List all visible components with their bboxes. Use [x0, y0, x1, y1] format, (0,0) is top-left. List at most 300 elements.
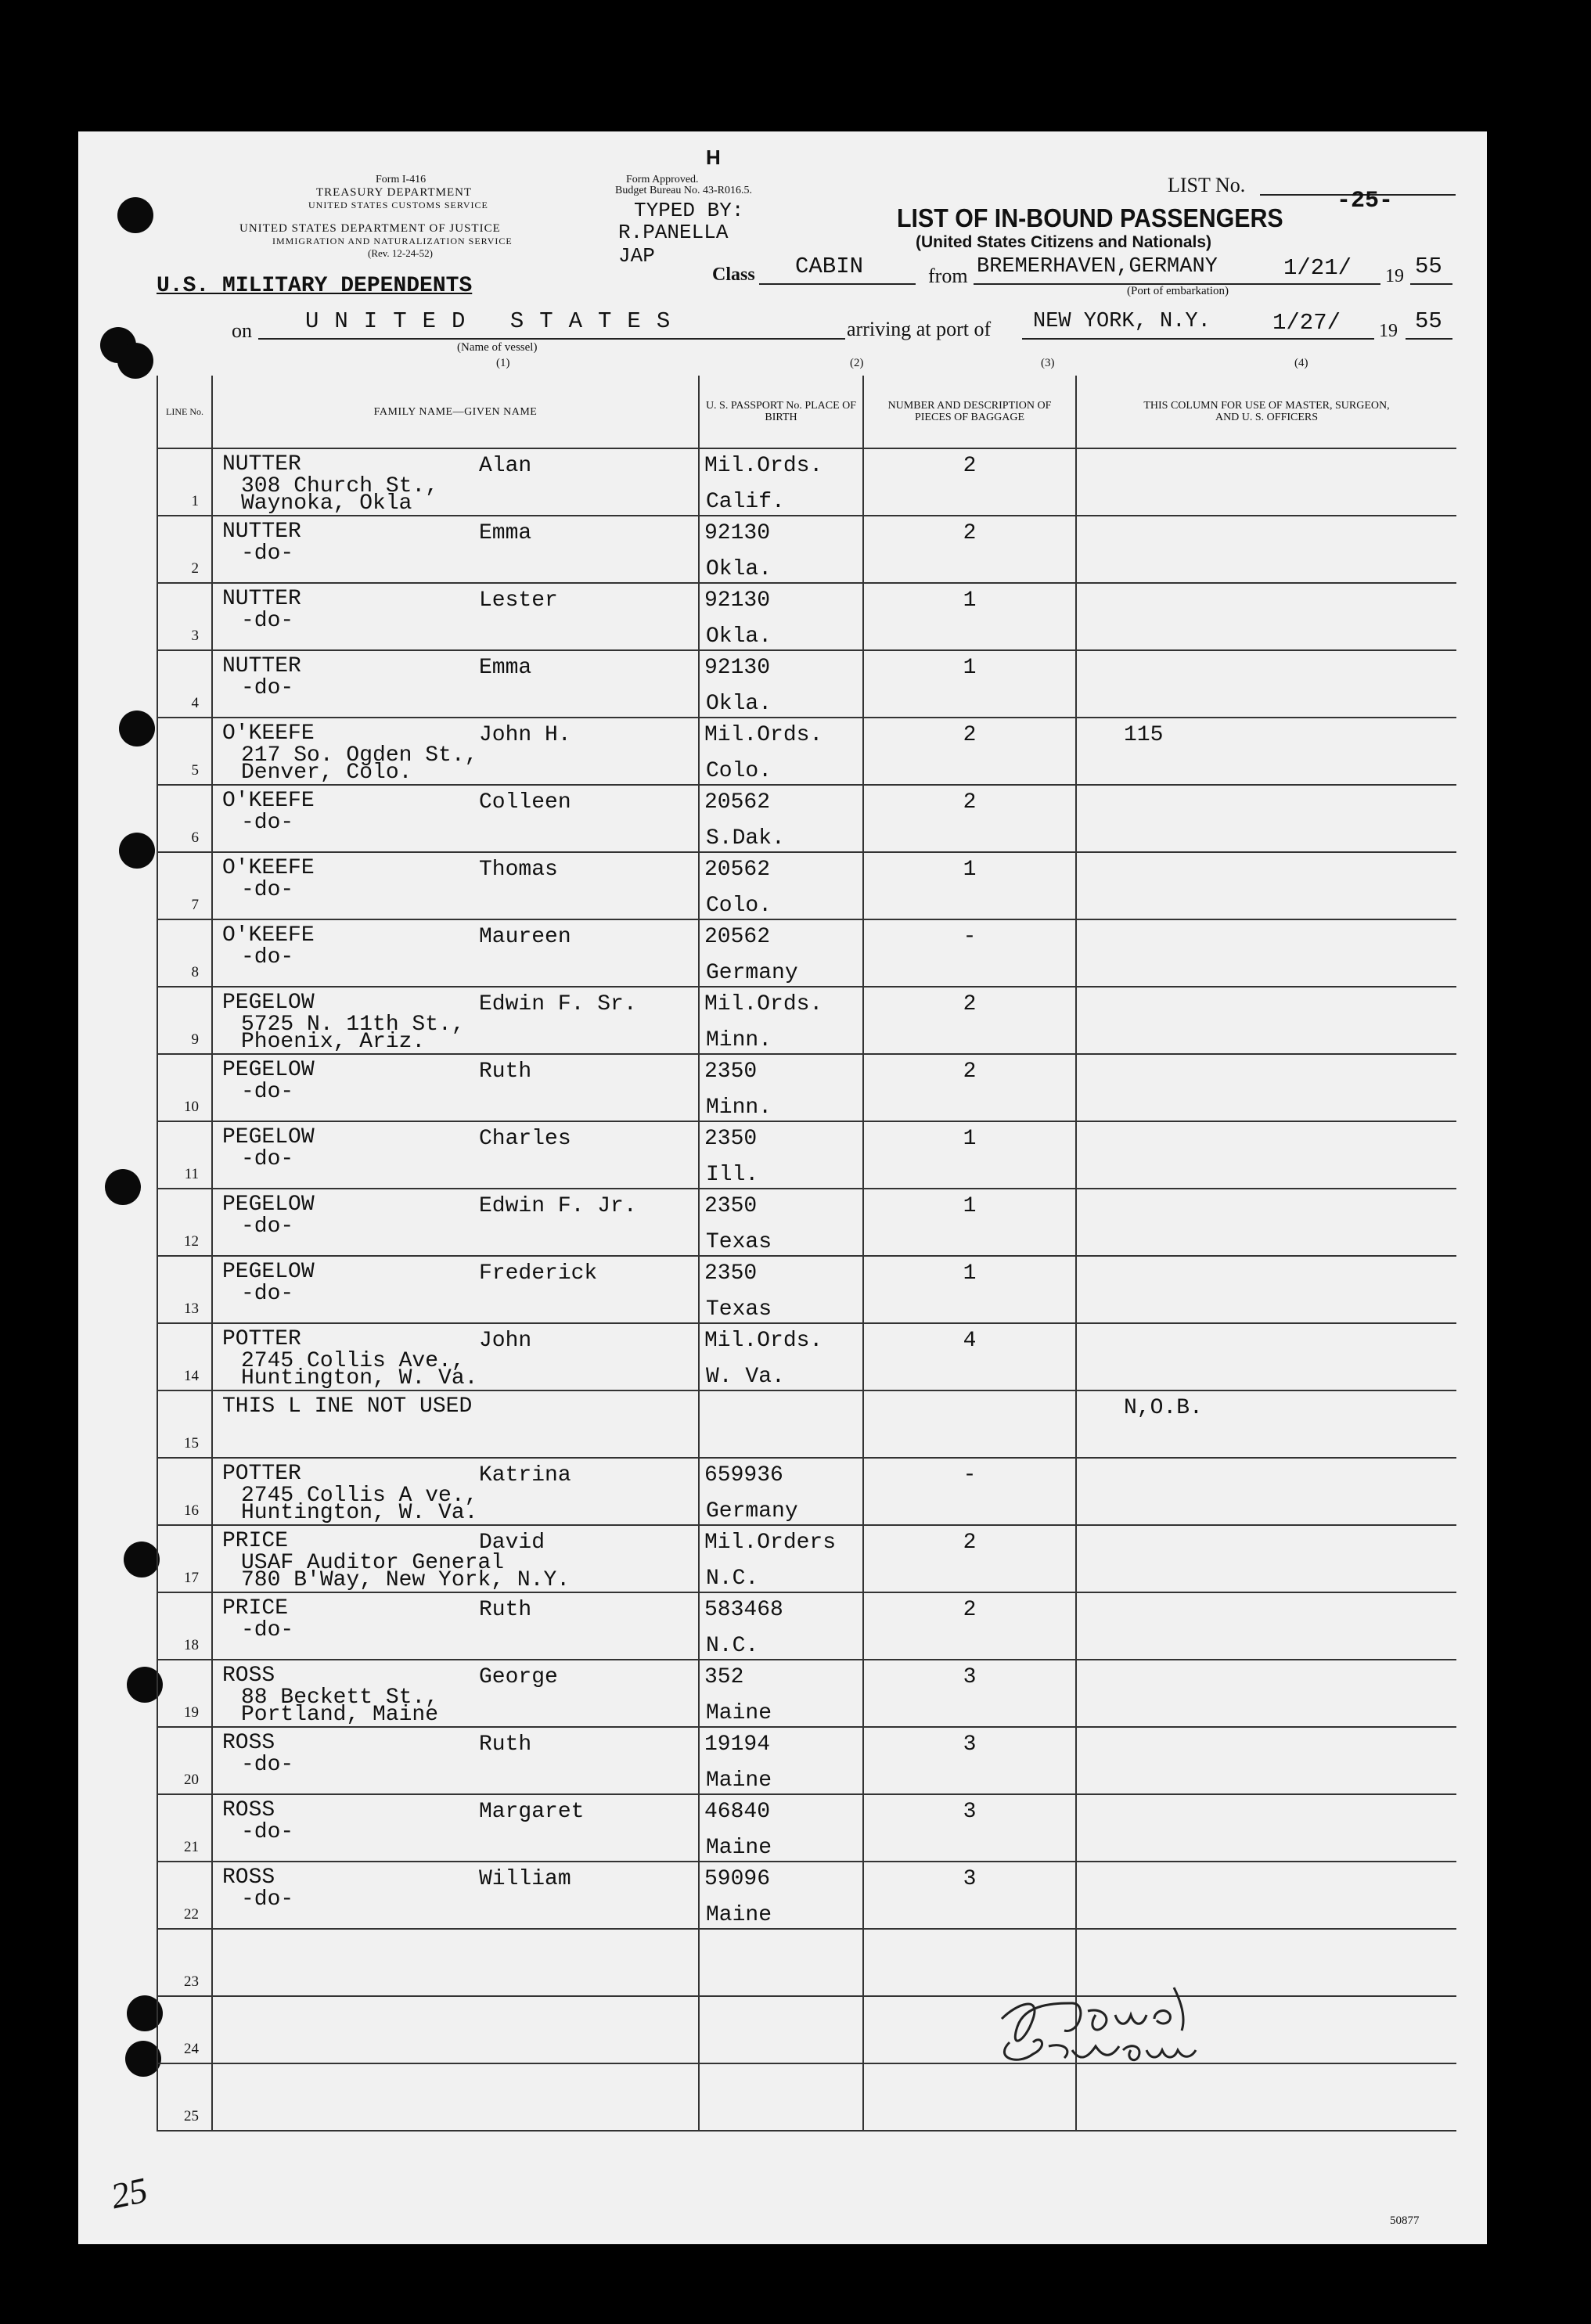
baggage-cell	[863, 987, 1076, 1054]
table-row	[157, 1592, 1456, 1660]
col-num-4: (4)	[1294, 357, 1308, 369]
baggage-cell	[863, 1862, 1076, 1929]
family-name: PEGELOW	[222, 1260, 315, 1284]
official-use-cell	[1076, 1121, 1456, 1189]
given-name: Emma	[479, 656, 532, 680]
arriving-label: arriving at port of	[847, 318, 992, 340]
official-use-cell	[1076, 785, 1456, 852]
name-cell	[212, 1727, 699, 1794]
table-row	[157, 852, 1456, 919]
passport-cell	[699, 1323, 863, 1390]
passport-number: 2350	[704, 1127, 758, 1151]
family-name: ROSS	[222, 1865, 275, 1890]
baggage-count: 3	[963, 1732, 977, 1757]
budget-bureau: Budget Bureau No. 43-R016.5.	[615, 185, 752, 196]
header-baggage: NUMBER AND DESCRIPTION OF PIECES OF BAGGAGE	[863, 376, 1076, 448]
table-row	[157, 1794, 1456, 1862]
given-name: Alan	[479, 454, 532, 478]
family-name: PEGELOW	[222, 1058, 315, 1082]
line-number: 19	[184, 1704, 199, 1721]
punch-hole	[124, 1542, 160, 1578]
family-name: PEGELOW	[222, 1193, 315, 1217]
place-of-birth: Texas	[706, 1297, 772, 1322]
passport-cell	[699, 516, 863, 583]
passport-cell	[699, 1929, 863, 1996]
address-line-1: -do-	[241, 676, 294, 700]
line-number: 25	[184, 2108, 199, 2124]
line-number: 7	[191, 897, 199, 913]
line-number: 14	[184, 1368, 199, 1384]
passport-cell	[699, 448, 863, 516]
given-name: Charles	[479, 1127, 571, 1151]
line-number: 15	[184, 1435, 199, 1452]
line-number: 22	[184, 1906, 199, 1923]
family-name: PRICE	[222, 1596, 289, 1621]
baggage-cell	[863, 919, 1076, 987]
place-of-birth: Germany	[706, 961, 798, 985]
passport-number: 92130	[704, 521, 771, 545]
line-number-cell	[157, 785, 212, 852]
given-name: Ruth	[479, 1059, 532, 1084]
address-line-1: -do-	[241, 1887, 294, 1912]
given-name: Edwin F. Jr.	[479, 1194, 637, 1218]
baggage-cell	[863, 583, 1076, 650]
passport-number: 20562	[704, 858, 771, 882]
baggage-cell	[863, 1458, 1076, 1525]
embarkation-port: BREMERHAVEN,GERMANY	[977, 255, 1218, 279]
arrival-line	[1022, 338, 1374, 340]
name-cell	[212, 1390, 699, 1458]
family-name: O'KEEFE	[222, 789, 315, 813]
name-cell	[212, 448, 699, 516]
year-2: 55	[1415, 308, 1442, 334]
official-use-cell	[1076, 1525, 1456, 1592]
family-name: ROSS	[222, 1664, 275, 1688]
form-number: Form I-416	[376, 174, 427, 185]
line-number: 18	[184, 1637, 199, 1653]
address-line-1: -do-	[241, 878, 294, 902]
name-cell	[212, 1592, 699, 1660]
place-of-birth: Minn.	[706, 1028, 772, 1052]
table-row	[157, 1323, 1456, 1390]
family-name: O'KEEFE	[222, 856, 315, 880]
passport-number: Mil.Ords.	[704, 992, 823, 1016]
baggage-count: 1	[963, 1261, 977, 1286]
table-row	[157, 1525, 1456, 1592]
form-revision: (Rev. 12-24-52)	[368, 247, 433, 259]
baggage-cell	[863, 1794, 1076, 1862]
line-number: 5	[191, 762, 199, 779]
passport-cell	[699, 1862, 863, 1929]
table-row	[157, 1390, 1456, 1458]
line-number: 2	[191, 560, 199, 577]
official-use-cell	[1076, 1054, 1456, 1121]
line-number-cell	[157, 1660, 212, 1727]
passport-number: 92130	[704, 588, 771, 613]
line-number: 20	[184, 1772, 199, 1788]
place-of-birth: N.C.	[706, 1634, 759, 1658]
family-name: O'KEEFE	[222, 923, 315, 948]
address-line-1: 5725 N. 11th St.,	[241, 1013, 465, 1037]
manifest-subtitle: (United States Citizens and Nationals)	[916, 233, 1212, 251]
name-cell	[212, 1794, 699, 1862]
passport-cell	[699, 987, 863, 1054]
baggage-cell	[863, 852, 1076, 919]
passenger-table	[157, 376, 1456, 2132]
place-of-birth: Okla.	[706, 624, 772, 649]
family-name: NUTTER	[222, 654, 301, 678]
place-of-birth: Ill.	[706, 1163, 759, 1187]
line-number-cell	[157, 1592, 212, 1660]
passport-number: 20562	[704, 790, 771, 815]
place-of-birth: Calif.	[706, 490, 785, 514]
line-number-cell	[157, 1727, 212, 1794]
table-row	[157, 1862, 1456, 1929]
baggage-count: 2	[963, 1598, 977, 1622]
baggage-count: 2	[963, 1531, 977, 1555]
given-name: Edwin F. Sr.	[479, 992, 637, 1016]
name-cell	[212, 785, 699, 852]
header-passport: U. S. PASSPORT No. PLACE OF BIRTH	[699, 376, 863, 448]
given-name: John	[479, 1329, 532, 1353]
line-number-cell	[157, 852, 212, 919]
header-name: FAMILY NAME—GIVEN NAME	[212, 376, 699, 448]
table-header-row	[157, 376, 1456, 448]
passport-number: 46840	[704, 1800, 771, 1824]
line-number-cell	[157, 1794, 212, 1862]
address-line-1: -do-	[241, 1080, 294, 1104]
baggage-cell	[863, 1727, 1076, 1794]
family-name: NUTTER	[222, 587, 301, 611]
table-row	[157, 1660, 1456, 1727]
table-row	[157, 1727, 1456, 1794]
manifest-title: LIST OF IN-BOUND PASSENGERS	[897, 203, 1283, 232]
official-use-cell	[1076, 1189, 1456, 1256]
given-name: Katrina	[479, 1463, 571, 1488]
place-of-birth: Maine	[706, 1836, 772, 1860]
table-row	[157, 785, 1456, 852]
given-name: David	[479, 1531, 545, 1555]
line-number-cell	[157, 1390, 212, 1458]
col-num-3: (3)	[1041, 357, 1055, 369]
punch-hole	[117, 343, 153, 379]
line-number-cell	[157, 1121, 212, 1189]
baggage-count: 1	[963, 858, 977, 882]
address-line-1: -do-	[241, 1282, 294, 1306]
passport-cell	[699, 1121, 863, 1189]
name-cell	[212, 1256, 699, 1323]
address-line-1: 2745 Collis Ave.,	[241, 1349, 465, 1373]
address-line-1: -do-	[241, 1753, 294, 1777]
given-name: Ruth	[479, 1732, 532, 1757]
h-mark: H	[706, 146, 721, 169]
passport-cell	[699, 650, 863, 718]
place-of-birth: Okla.	[706, 557, 772, 581]
line-number: 9	[191, 1031, 199, 1048]
baggage-count: 2	[963, 723, 977, 747]
name-cell	[212, 987, 699, 1054]
line-number: 6	[191, 829, 199, 846]
place-of-birth: Colo.	[706, 759, 772, 783]
agency-ins: IMMIGRATION AND NATURALIZATION SERVICE	[272, 236, 513, 246]
baggage-cell	[863, 1121, 1076, 1189]
passport-number: 59096	[704, 1867, 771, 1891]
official-use-cell	[1076, 650, 1456, 718]
official-use-cell	[1076, 1592, 1456, 1660]
address-line-2: Portland, Maine	[241, 1703, 439, 1727]
list-no-label: LIST No.	[1168, 174, 1246, 196]
given-name: Ruth	[479, 1598, 532, 1622]
col-num-2: (2)	[850, 357, 864, 369]
line-number-cell	[157, 1862, 212, 1929]
address-line-1: 88 Beckett St.,	[241, 1685, 439, 1710]
table-row	[157, 919, 1456, 987]
official-note: 115	[1124, 723, 1164, 747]
baggage-cell	[863, 1323, 1076, 1390]
family-name: PEGELOW	[222, 991, 315, 1015]
name-cell	[212, 1121, 699, 1189]
address-line-2: 780 B'Way, New York, N.Y.	[241, 1568, 571, 1592]
passport-cell	[699, 1054, 863, 1121]
arrival-port: NEW YORK, N.Y.	[1033, 310, 1211, 333]
line-number-cell	[157, 1525, 212, 1592]
family-name: THIS L INE NOT USED	[222, 1394, 473, 1419]
baggage-count: -	[963, 1463, 977, 1488]
place-of-birth: Maine	[706, 1701, 772, 1725]
line-number: 13	[184, 1301, 199, 1317]
address-line-1: -do-	[241, 1214, 294, 1239]
passport-number: 2350	[704, 1059, 758, 1084]
baggage-cell	[863, 1525, 1076, 1592]
baggage-cell	[863, 1390, 1076, 1458]
baggage-count: 1	[963, 1194, 977, 1218]
baggage-count: 3	[963, 1867, 977, 1891]
line-number-cell	[157, 448, 212, 516]
line-number: 3	[191, 628, 199, 644]
passport-cell	[699, 1189, 863, 1256]
year-1: 55	[1415, 254, 1442, 279]
baggage-count: 1	[963, 588, 977, 613]
year-prefix-1: 19	[1385, 266, 1404, 286]
port-embark-caption: (Port of embarkation)	[1127, 285, 1229, 297]
official-use-cell	[1076, 516, 1456, 583]
line-number-cell	[157, 1054, 212, 1121]
agency-customs: UNITED STATES CUSTOMS SERVICE	[308, 200, 488, 210]
name-cell	[212, 1996, 699, 2063]
place-of-birth: Germany	[706, 1499, 798, 1524]
family-name: POTTER	[222, 1327, 301, 1351]
passport-cell	[699, 785, 863, 852]
official-use-cell	[1076, 919, 1456, 987]
given-name: William	[479, 1867, 571, 1891]
official-use-cell	[1076, 1862, 1456, 1929]
typed-by: TYPED BY:	[634, 199, 744, 222]
baggage-count: 2	[963, 1059, 977, 1084]
punch-hole	[105, 1169, 141, 1205]
address-line-2: Waynoka, Okla	[241, 491, 412, 516]
passport-number: 2350	[704, 1194, 758, 1218]
list-number: -25-	[1337, 188, 1394, 214]
baggage-count: 1	[963, 656, 977, 680]
line-number-cell	[157, 1189, 212, 1256]
agency-justice: UNITED STATES DEPARTMENT OF JUSTICE	[239, 222, 501, 235]
baggage-cell	[863, 718, 1076, 785]
line-number: 12	[184, 1233, 199, 1250]
vessel-line	[258, 338, 845, 340]
official-use-cell	[1076, 1256, 1456, 1323]
place-of-birth: Minn.	[706, 1095, 772, 1120]
table-row	[157, 1458, 1456, 1525]
punch-hole	[119, 711, 155, 746]
passport-number: 92130	[704, 656, 771, 680]
passport-cell	[699, 583, 863, 650]
passport-number: 2350	[704, 1261, 758, 1286]
line-number-cell	[157, 650, 212, 718]
official-use-cell	[1076, 1794, 1456, 1862]
family-name: ROSS	[222, 1731, 275, 1755]
line-number-cell	[157, 516, 212, 583]
baggage-cell	[863, 1189, 1076, 1256]
baggage-cell	[863, 1054, 1076, 1121]
name-cell	[212, 516, 699, 583]
table-row	[157, 987, 1456, 1054]
baggage-count: 2	[963, 992, 977, 1016]
name-cell	[212, 1660, 699, 1727]
line-number: 8	[191, 964, 199, 980]
passport-cell	[699, 2063, 863, 2131]
line-number: 11	[184, 1166, 199, 1182]
baggage-count: 2	[963, 454, 977, 478]
officer-signature	[986, 1972, 1268, 2074]
line-number-cell	[157, 1929, 212, 1996]
address-line-1: -do-	[241, 1820, 294, 1844]
official-use-cell	[1076, 987, 1456, 1054]
vessel-caption: (Name of vessel)	[457, 341, 538, 354]
baggage-cell	[863, 1592, 1076, 1660]
passport-cell	[699, 1256, 863, 1323]
line-number-cell	[157, 919, 212, 987]
vessel-name: UNITED STATES	[305, 308, 686, 334]
year-prefix-2: 19	[1379, 321, 1398, 341]
col-num-1: (1)	[496, 357, 510, 369]
class-line	[759, 283, 916, 285]
given-name: Lester	[479, 588, 558, 613]
line-number: 24	[184, 2041, 199, 2057]
class-value: CABIN	[795, 254, 864, 279]
table-row	[157, 1189, 1456, 1256]
baggage-count: 2	[963, 521, 977, 545]
name-cell	[212, 1189, 699, 1256]
line-number: 4	[191, 695, 199, 711]
family-name: PRICE	[222, 1529, 289, 1553]
line-number-cell	[157, 718, 212, 785]
baggage-cell	[863, 1256, 1076, 1323]
baggage-cell	[863, 785, 1076, 852]
official-use-cell	[1076, 583, 1456, 650]
table-row	[157, 1256, 1456, 1323]
name-cell	[212, 919, 699, 987]
line-number-cell	[157, 1996, 212, 2063]
place-of-birth: Texas	[706, 1230, 772, 1254]
family-name: POTTER	[222, 1462, 301, 1486]
corner-page-mark: 25	[107, 2169, 151, 2217]
address-line-2: Denver, Colo.	[241, 761, 412, 785]
passport-number: 583468	[704, 1598, 783, 1622]
address-line-2: Huntington, W. Va.	[241, 1366, 478, 1390]
address-line-1: USAF Auditor General	[241, 1551, 505, 1575]
given-name: Thomas	[479, 858, 558, 882]
family-name: PEGELOW	[222, 1125, 315, 1149]
official-use-cell	[1076, 1458, 1456, 1525]
name-cell	[212, 583, 699, 650]
official-use-cell	[1076, 718, 1456, 785]
passport-number: Mil.Orders	[704, 1531, 837, 1555]
passport-number: 20562	[704, 925, 771, 949]
embarkation-date: 1/21/	[1283, 255, 1352, 281]
line-number: 1	[191, 493, 199, 509]
table-row	[157, 650, 1456, 718]
address-line-1: 217 So. Ogden St.,	[241, 743, 478, 768]
place-of-birth: N.C.	[706, 1567, 759, 1591]
name-cell	[212, 1323, 699, 1390]
place-of-birth: S.Dak.	[706, 826, 785, 851]
baggage-cell	[863, 448, 1076, 516]
official-use-cell	[1076, 1660, 1456, 1727]
address-line-1: -do-	[241, 945, 294, 970]
table-row	[157, 583, 1456, 650]
official-use-cell	[1076, 448, 1456, 516]
agency-treasury: TREASURY DEPARTMENT	[316, 186, 473, 199]
official-use-cell	[1076, 1390, 1456, 1458]
name-cell	[212, 650, 699, 718]
punch-hole	[117, 197, 153, 233]
address-line-2: Huntington, W. Va.	[241, 1501, 478, 1525]
table-row	[157, 516, 1456, 583]
address-line-1: -do-	[241, 541, 294, 566]
family-name: ROSS	[222, 1798, 275, 1822]
line-number: 17	[184, 1570, 199, 1586]
family-name: O'KEEFE	[222, 721, 315, 746]
on-label: on	[232, 319, 252, 342]
place-of-birth: Maine	[706, 1768, 772, 1793]
line-number-cell	[157, 1256, 212, 1323]
from-label: from	[928, 264, 968, 287]
address-line-1: -do-	[241, 811, 294, 835]
passport-cell	[699, 718, 863, 785]
place-of-birth: Okla.	[706, 692, 772, 716]
line-number: 10	[184, 1099, 199, 1115]
passport-cell	[699, 1727, 863, 1794]
passport-cell	[699, 1996, 863, 2063]
name-cell	[212, 2063, 699, 2131]
name-cell	[212, 1054, 699, 1121]
passport-cell	[699, 1794, 863, 1862]
typist-initials: JAP	[618, 244, 655, 268]
name-cell	[212, 1862, 699, 1929]
official-use-cell	[1076, 1323, 1456, 1390]
passport-number: Mil.Ords.	[704, 454, 823, 478]
given-name: Emma	[479, 521, 532, 545]
line-number-cell	[157, 583, 212, 650]
address-line-1: 2745 Collis A ve.,	[241, 1484, 478, 1508]
given-name: Maureen	[479, 925, 571, 949]
line-number-cell	[157, 987, 212, 1054]
passport-number: 659936	[704, 1463, 783, 1488]
passport-cell	[699, 1390, 863, 1458]
table-row	[157, 718, 1456, 785]
passport-cell	[699, 1525, 863, 1592]
baggage-count: 1	[963, 1127, 977, 1151]
